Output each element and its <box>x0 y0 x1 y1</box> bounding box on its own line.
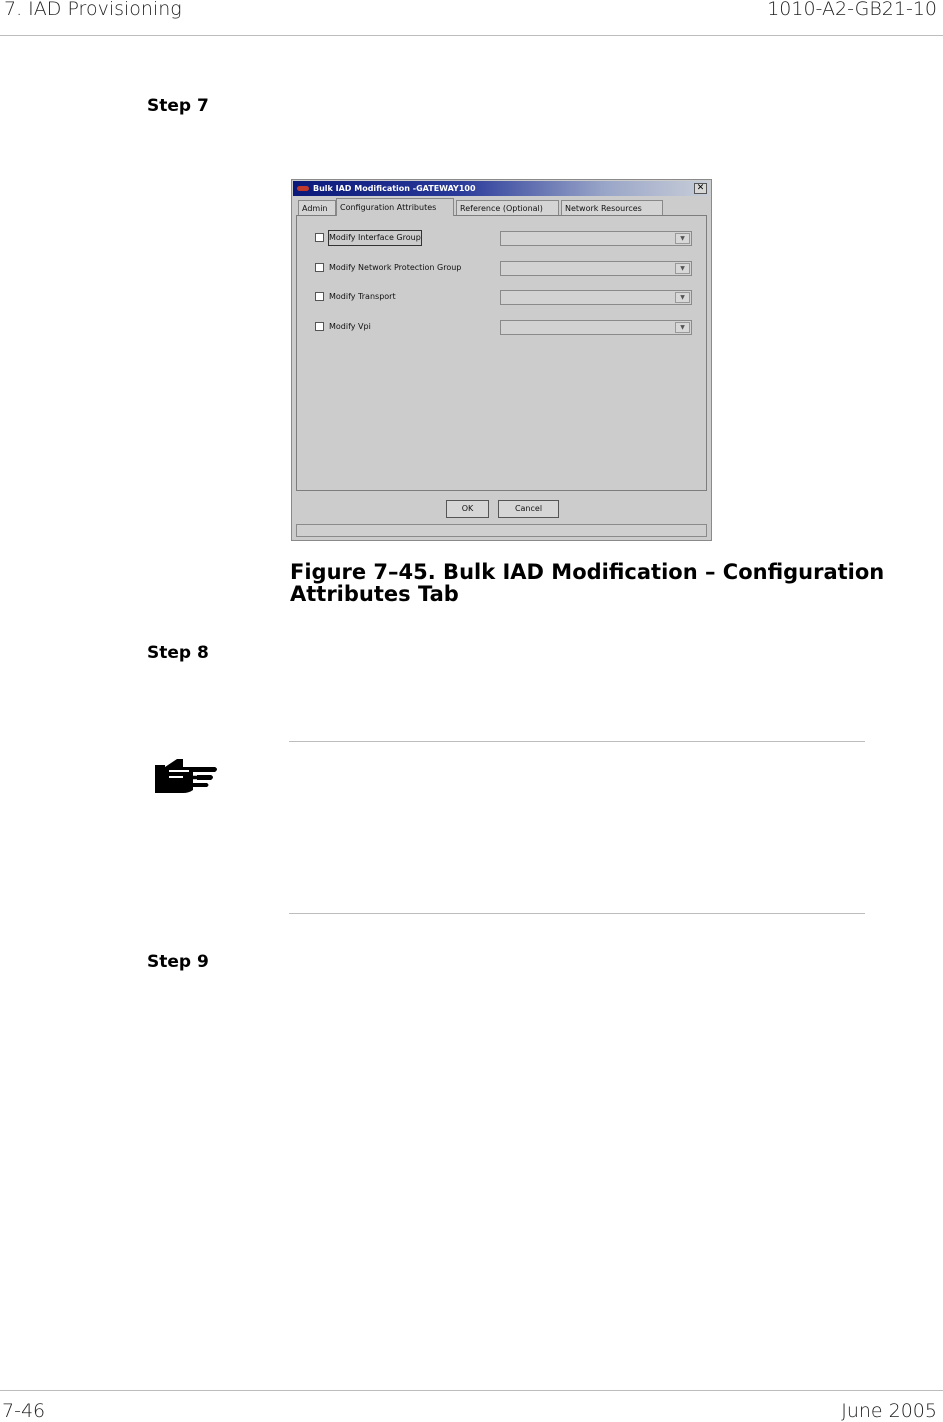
note-bottom-rule <box>289 913 865 914</box>
chevron-down-icon[interactable]: ▼ <box>675 263 690 274</box>
header-rule <box>0 35 943 36</box>
modify-vpi-label: Modify Vpi <box>329 322 371 331</box>
step-7-label: Step 7 <box>147 96 209 116</box>
modify-network-protection-group-label: Modify Network Protection Group <box>329 263 462 272</box>
header-section: 7. IAD Provisioning <box>4 0 182 20</box>
close-button[interactable]: ✕ <box>694 183 707 194</box>
step-8-label: Step 8 <box>147 643 209 663</box>
modify-transport-checkbox[interactable] <box>315 292 324 301</box>
chevron-down-icon[interactable]: ▼ <box>675 322 690 333</box>
transport-select[interactable] <box>500 290 692 305</box>
dialog-title-bar <box>293 181 710 196</box>
chevron-down-icon[interactable]: ▼ <box>675 292 690 303</box>
vpi-select[interactable] <box>500 320 692 335</box>
note-top-rule <box>289 741 865 742</box>
modify-transport-label: Modify Transport <box>329 292 396 301</box>
tab-configuration-attributes[interactable]: Configuration Attributes <box>336 198 454 216</box>
app-logo-icon <box>297 186 309 191</box>
tab-admin[interactable]: Admin <box>298 200 336 215</box>
chevron-down-icon[interactable]: ▼ <box>675 233 690 244</box>
figure-caption: Figure 7–45. Bulk IAD Modification – Configuration Attributes Tab <box>290 560 885 606</box>
pointing-hand-icon <box>153 755 219 795</box>
bulk-iad-modification-dialog <box>291 179 712 541</box>
network-protection-group-select[interactable] <box>500 261 692 276</box>
dialog-title: Bulk IAD Modification -GATEWAY100 <box>313 184 476 193</box>
modify-interface-group-checkbox[interactable] <box>315 233 324 242</box>
ok-button[interactable]: OK <box>446 500 489 518</box>
interface-group-select[interactable] <box>500 231 692 246</box>
tab-network-resources[interactable]: Network Resources <box>561 200 663 215</box>
modify-network-protection-group-checkbox[interactable] <box>315 263 324 272</box>
step-9-label: Step 9 <box>147 952 209 972</box>
footer-rule <box>0 1390 943 1391</box>
modify-interface-group-label: Modify Interface Group <box>329 231 421 245</box>
footer-date: June 2005 <box>841 1400 937 1422</box>
footer-page-number: 7-46 <box>2 1400 46 1422</box>
tab-reference-optional[interactable]: Reference (Optional) <box>456 200 559 215</box>
configuration-attributes-panel <box>296 215 707 491</box>
status-bar <box>296 524 707 537</box>
header-doc-number: 1010-A2-GB21-10 <box>767 0 937 20</box>
cancel-button[interactable]: Cancel <box>498 500 559 518</box>
modify-vpi-checkbox[interactable] <box>315 322 324 331</box>
